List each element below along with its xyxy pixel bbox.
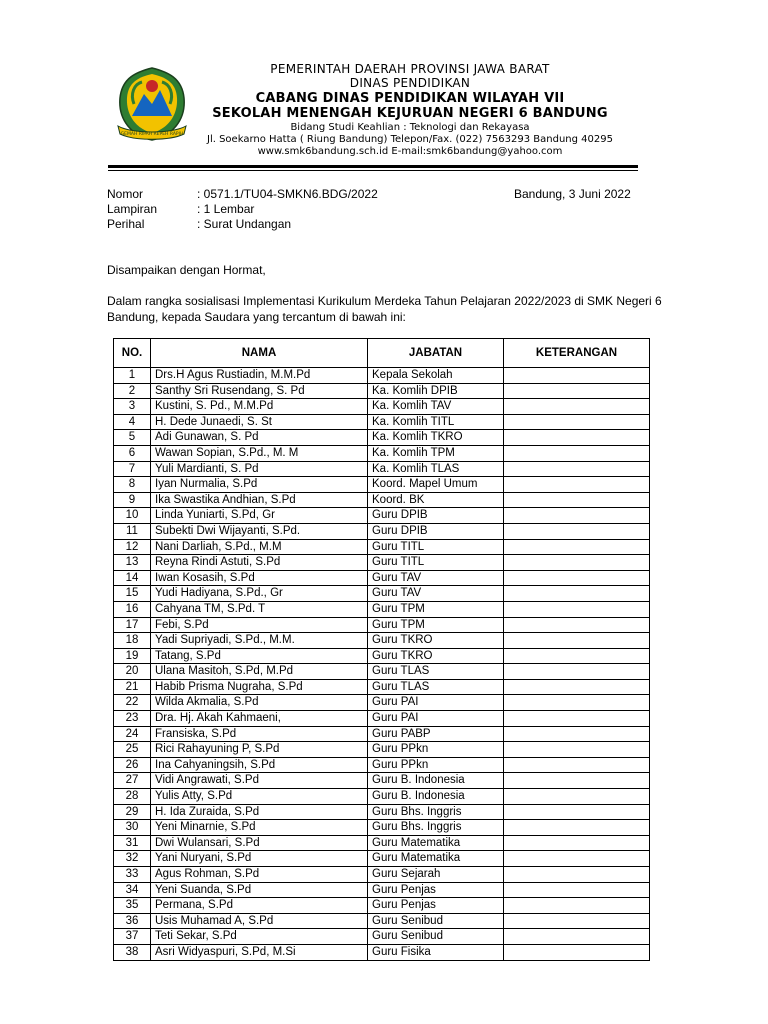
cell-jabatan: Ka. Komlih TLAS <box>368 461 504 477</box>
table-row <box>114 523 650 539</box>
cell-keterangan <box>504 508 650 524</box>
jawa-barat-emblem-icon <box>112 64 192 144</box>
cell-keterangan <box>504 414 650 430</box>
cell-jabatan: Ka. Komlih DPIB <box>368 383 504 399</box>
cell-nama: Teti Sekar, S.Pd <box>151 929 368 945</box>
cell-keterangan <box>504 601 650 617</box>
cell-no: 29 <box>114 804 151 820</box>
cell-nama: Ulana Masitoh, S.Pd, M.Pd <box>151 664 368 680</box>
table-header-row <box>114 339 650 368</box>
cell-jabatan: Guru TITL <box>368 539 504 555</box>
cell-keterangan <box>504 555 650 571</box>
table-row <box>114 882 650 898</box>
cell-nama: Drs.H Agus Rustiadin, M.M.Pd <box>151 368 368 384</box>
cell-keterangan <box>504 664 650 680</box>
cell-no: 7 <box>114 461 151 477</box>
cell-no: 22 <box>114 695 151 711</box>
cell-jabatan: Ka. Komlih TKRO <box>368 430 504 446</box>
letterhead-branch: CABANG DINAS PENDIDIKAN WILAYAH VII <box>255 90 565 106</box>
cell-no: 35 <box>114 898 151 914</box>
cell-jabatan: Guru TLAS <box>368 679 504 695</box>
cell-keterangan <box>504 835 650 851</box>
cell-no: 3 <box>114 399 151 415</box>
cell-jabatan: Guru Matematika <box>368 835 504 851</box>
table-row <box>114 555 650 571</box>
cell-jabatan: Guru Penjas <box>368 898 504 914</box>
nomor-value: : 0571.1/TU04-SMKN6.BDG/2022 <box>197 187 378 201</box>
cell-no: 17 <box>114 617 151 633</box>
cell-keterangan <box>504 711 650 727</box>
letterhead-divider-thin <box>108 170 638 171</box>
cell-jabatan: Koord. Mapel Umum <box>368 477 504 493</box>
header-keterangan: KETERANGAN <box>504 339 650 368</box>
table-row <box>114 695 650 711</box>
cell-nama: Asri Widyaspuri, S.Pd, M.Si <box>151 944 368 960</box>
table-row <box>114 944 650 960</box>
attendee-table <box>113 338 650 961</box>
cell-no: 4 <box>114 414 151 430</box>
cell-nama: Yuli Mardianti, S. Pd <box>151 461 368 477</box>
table-row <box>114 508 650 524</box>
cell-keterangan <box>504 742 650 758</box>
cell-jabatan: Guru B. Indonesia <box>368 789 504 805</box>
cell-jabatan: Kepala Sekolah <box>368 368 504 384</box>
perihal-label: Perihal <box>107 217 145 231</box>
cell-nama: Rici Rahayuning P, S.Pd <box>151 742 368 758</box>
cell-keterangan <box>504 679 650 695</box>
table-row <box>114 648 650 664</box>
cell-keterangan <box>504 430 650 446</box>
cell-keterangan <box>504 539 650 555</box>
cell-no: 23 <box>114 711 151 727</box>
cell-keterangan <box>504 368 650 384</box>
letter-date: Bandung, 3 Juni 2022 <box>514 187 631 201</box>
cell-nama: Habib Prisma Nugraha, S.Pd <box>151 679 368 695</box>
cell-jabatan: Guru PAI <box>368 695 504 711</box>
table-row <box>114 711 650 727</box>
cell-nama: Nani Darliah, S.Pd., M.M <box>151 539 368 555</box>
table-row <box>114 461 650 477</box>
cell-nama: Linda Yuniarti, S.Pd, Gr <box>151 508 368 524</box>
cell-no: 37 <box>114 929 151 945</box>
table-row <box>114 477 650 493</box>
cell-jabatan: Guru TITL <box>368 555 504 571</box>
cell-keterangan <box>504 789 650 805</box>
cell-nama: Cahyana TM, S.Pd. T <box>151 601 368 617</box>
letterhead-field: Bidang Studi Keahlian : Teknologi dan Rekayasa <box>290 121 530 133</box>
emblem-motto: GEMAH RIPAH REPEH RAPIH <box>120 132 184 137</box>
cell-jabatan: Guru Senibud <box>368 913 504 929</box>
cell-jabatan: Koord. BK <box>368 492 504 508</box>
table-row <box>114 633 650 649</box>
cell-jabatan: Guru PABP <box>368 726 504 742</box>
cell-keterangan <box>504 570 650 586</box>
lampiran-value: : 1 Lembar <box>197 202 255 216</box>
cell-no: 30 <box>114 820 151 836</box>
lampiran-label: Lampiran <box>107 202 158 216</box>
cell-jabatan: Ka. Komlih TAV <box>368 399 504 415</box>
cell-jabatan: Guru TPM <box>368 601 504 617</box>
cell-nama: Vidi Angrawati, S.Pd <box>151 773 368 789</box>
letterhead-school: SEKOLAH MENENGAH KEJURUAN NEGERI 6 BANDUNG <box>212 106 608 122</box>
table-row <box>114 368 650 384</box>
greeting: Disampaikan dengan Hormat, <box>107 263 266 277</box>
cell-no: 2 <box>114 383 151 399</box>
cell-nama: Yani Nuryani, S.Pd <box>151 851 368 867</box>
cell-no: 24 <box>114 726 151 742</box>
cell-keterangan <box>504 773 650 789</box>
cell-jabatan: Guru Bhs. Inggris <box>368 820 504 836</box>
cell-no: 20 <box>114 664 151 680</box>
cell-no: 1 <box>114 368 151 384</box>
cell-no: 13 <box>114 555 151 571</box>
cell-jabatan: Guru Bhs. Inggris <box>368 804 504 820</box>
table-row <box>114 898 650 914</box>
cell-no: 27 <box>114 773 151 789</box>
cell-nama: Dwi Wulansari, S.Pd <box>151 835 368 851</box>
cell-keterangan <box>504 726 650 742</box>
table-row <box>114 664 650 680</box>
cell-jabatan: Guru Matematika <box>368 851 504 867</box>
table-row <box>114 929 650 945</box>
cell-no: 14 <box>114 570 151 586</box>
table-row <box>114 757 650 773</box>
cell-keterangan <box>504 445 650 461</box>
cell-nama: Permana, S.Pd <box>151 898 368 914</box>
table-row <box>114 570 650 586</box>
cell-nama: Tatang, S.Pd <box>151 648 368 664</box>
cell-nama: Reyna Rindi Astuti, S.Pd <box>151 555 368 571</box>
cell-jabatan: Guru TKRO <box>368 633 504 649</box>
cell-no: 31 <box>114 835 151 851</box>
cell-keterangan <box>504 461 650 477</box>
cell-nama: Yudi Hadiyana, S.Pd., Gr <box>151 586 368 602</box>
cell-jabatan: Guru B. Indonesia <box>368 773 504 789</box>
header-no: NO. <box>114 339 151 368</box>
letterhead-address: Jl. Soekarno Hatta ( Riung Bandung) Telepon/Fax. (022) 7563293 Bandung 40295 <box>207 133 613 145</box>
table-row <box>114 617 650 633</box>
cell-jabatan: Guru PAI <box>368 711 504 727</box>
cell-no: 12 <box>114 539 151 555</box>
cell-nama: Usis Muhamad A, S.Pd <box>151 913 368 929</box>
cell-jabatan: Guru Senibud <box>368 929 504 945</box>
cell-keterangan <box>504 492 650 508</box>
cell-no: 34 <box>114 882 151 898</box>
cell-no: 32 <box>114 851 151 867</box>
header-nama: NAMA <box>151 339 368 368</box>
table-row <box>114 679 650 695</box>
cell-nama: H. Dede Junaedi, S. St <box>151 414 368 430</box>
cell-keterangan <box>504 757 650 773</box>
cell-keterangan <box>504 882 650 898</box>
cell-jabatan: Guru TKRO <box>368 648 504 664</box>
cell-no: 10 <box>114 508 151 524</box>
cell-jabatan: Guru TLAS <box>368 664 504 680</box>
table-row <box>114 773 650 789</box>
table-row <box>114 492 650 508</box>
letterhead <box>190 62 630 158</box>
cell-no: 15 <box>114 586 151 602</box>
cell-jabatan: Ka. Komlih TPM <box>368 445 504 461</box>
cell-nama: Dra. Hj. Akah Kahmaeni, <box>151 711 368 727</box>
cell-no: 38 <box>114 944 151 960</box>
cell-jabatan: Guru Fisika <box>368 944 504 960</box>
cell-keterangan <box>504 383 650 399</box>
table-row <box>114 804 650 820</box>
cell-nama: Fransiska, S.Pd <box>151 726 368 742</box>
cell-keterangan <box>504 586 650 602</box>
cell-jabatan: Guru PPkn <box>368 742 504 758</box>
cell-nama: Yeni Minarnie, S.Pd <box>151 820 368 836</box>
cell-nama: Iyan Nurmalia, S.Pd <box>151 477 368 493</box>
cell-no: 8 <box>114 477 151 493</box>
cell-keterangan <box>504 633 650 649</box>
cell-no: 5 <box>114 430 151 446</box>
perihal-value: : Surat Undangan <box>197 217 292 231</box>
cell-jabatan: Guru TAV <box>368 586 504 602</box>
cell-jabatan: Ka. Komlih TITL <box>368 414 504 430</box>
table-row <box>114 601 650 617</box>
table-row <box>114 867 650 883</box>
letterhead-government: PEMERINTAH DAERAH PROVINSI JAWA BARAT <box>270 62 550 76</box>
cell-nama: Iwan Kosasih, S.Pd <box>151 570 368 586</box>
table-row <box>114 726 650 742</box>
cell-nama: Ika Swastika Andhian, S.Pd <box>151 492 368 508</box>
cell-keterangan <box>504 695 650 711</box>
cell-keterangan <box>504 399 650 415</box>
cell-no: 18 <box>114 633 151 649</box>
table-row <box>114 742 650 758</box>
cell-no: 33 <box>114 867 151 883</box>
cell-keterangan <box>504 929 650 945</box>
cell-jabatan: Guru Sejarah <box>368 867 504 883</box>
cell-jabatan: Guru PPkn <box>368 757 504 773</box>
cell-nama: Wilda Akmalia, S.Pd <box>151 695 368 711</box>
letterhead-divider-thick <box>108 165 638 168</box>
cell-no: 16 <box>114 601 151 617</box>
intro-line-1: Dalam rangka sosialisasi Implementasi Kurikulum Merdeka Tahun Pelajaran 2022/2023 di SMK Negeri 6 <box>107 294 662 308</box>
cell-no: 9 <box>114 492 151 508</box>
cell-jabatan: Guru DPIB <box>368 508 504 524</box>
cell-nama: Kustini, S. Pd., M.M.Pd <box>151 399 368 415</box>
cell-keterangan <box>504 913 650 929</box>
cell-keterangan <box>504 851 650 867</box>
letterhead-agency: DINAS PENDIDIKAN <box>349 76 471 91</box>
cell-keterangan <box>504 944 650 960</box>
table-row <box>114 835 650 851</box>
table-row <box>114 789 650 805</box>
intro-line-2: Bandung, kepada Saudara yang tercantum di bawah ini: <box>107 310 406 324</box>
cell-no: 11 <box>114 523 151 539</box>
cell-nama: Yeni Suanda, S.Pd <box>151 882 368 898</box>
cell-no: 28 <box>114 789 151 805</box>
header-jabatan: JABATAN <box>368 339 504 368</box>
cell-no: 25 <box>114 742 151 758</box>
cell-nama: Yulis Atty, S.Pd <box>151 789 368 805</box>
cell-nama: Wawan Sopian, S.Pd., M. M <box>151 445 368 461</box>
cell-keterangan <box>504 820 650 836</box>
table-row <box>114 430 650 446</box>
cell-jabatan: Guru DPIB <box>368 523 504 539</box>
cell-jabatan: Guru TPM <box>368 617 504 633</box>
cell-nama: Febi, S.Pd <box>151 617 368 633</box>
cell-nama: Yadi Supriyadi, S.Pd., M.M. <box>151 633 368 649</box>
cell-nama: Adi Gunawan, S. Pd <box>151 430 368 446</box>
cell-keterangan <box>504 477 650 493</box>
table-row <box>114 383 650 399</box>
cell-no: 21 <box>114 679 151 695</box>
letterhead-contact: www.smk6bandung.sch.id E-mail:smk6bandung@yahoo.com <box>257 145 563 157</box>
cell-nama: Ina Cahyaningsih, S.Pd <box>151 757 368 773</box>
cell-nama: Santhy Sri Rusendang, S. Pd <box>151 383 368 399</box>
cell-jabatan: Guru Penjas <box>368 882 504 898</box>
cell-keterangan <box>504 523 650 539</box>
cell-no: 6 <box>114 445 151 461</box>
table-row <box>114 820 650 836</box>
nomor-label: Nomor <box>107 187 144 201</box>
cell-nama: Subekti Dwi Wijayanti, S.Pd. <box>151 523 368 539</box>
cell-no: 26 <box>114 757 151 773</box>
cell-no: 19 <box>114 648 151 664</box>
cell-nama: H. Ida Zuraida, S.Pd <box>151 804 368 820</box>
table-row <box>114 851 650 867</box>
cell-keterangan <box>504 617 650 633</box>
cell-nama: Agus Rohman, S.Pd <box>151 867 368 883</box>
table-row <box>114 414 650 430</box>
cell-keterangan <box>504 804 650 820</box>
cell-no: 36 <box>114 913 151 929</box>
cell-jabatan: Guru TAV <box>368 570 504 586</box>
cell-keterangan <box>504 648 650 664</box>
table-row <box>114 539 650 555</box>
cell-keterangan <box>504 867 650 883</box>
table-row <box>114 445 650 461</box>
cell-keterangan <box>504 898 650 914</box>
table-row <box>114 399 650 415</box>
table-row <box>114 586 650 602</box>
table-row <box>114 913 650 929</box>
